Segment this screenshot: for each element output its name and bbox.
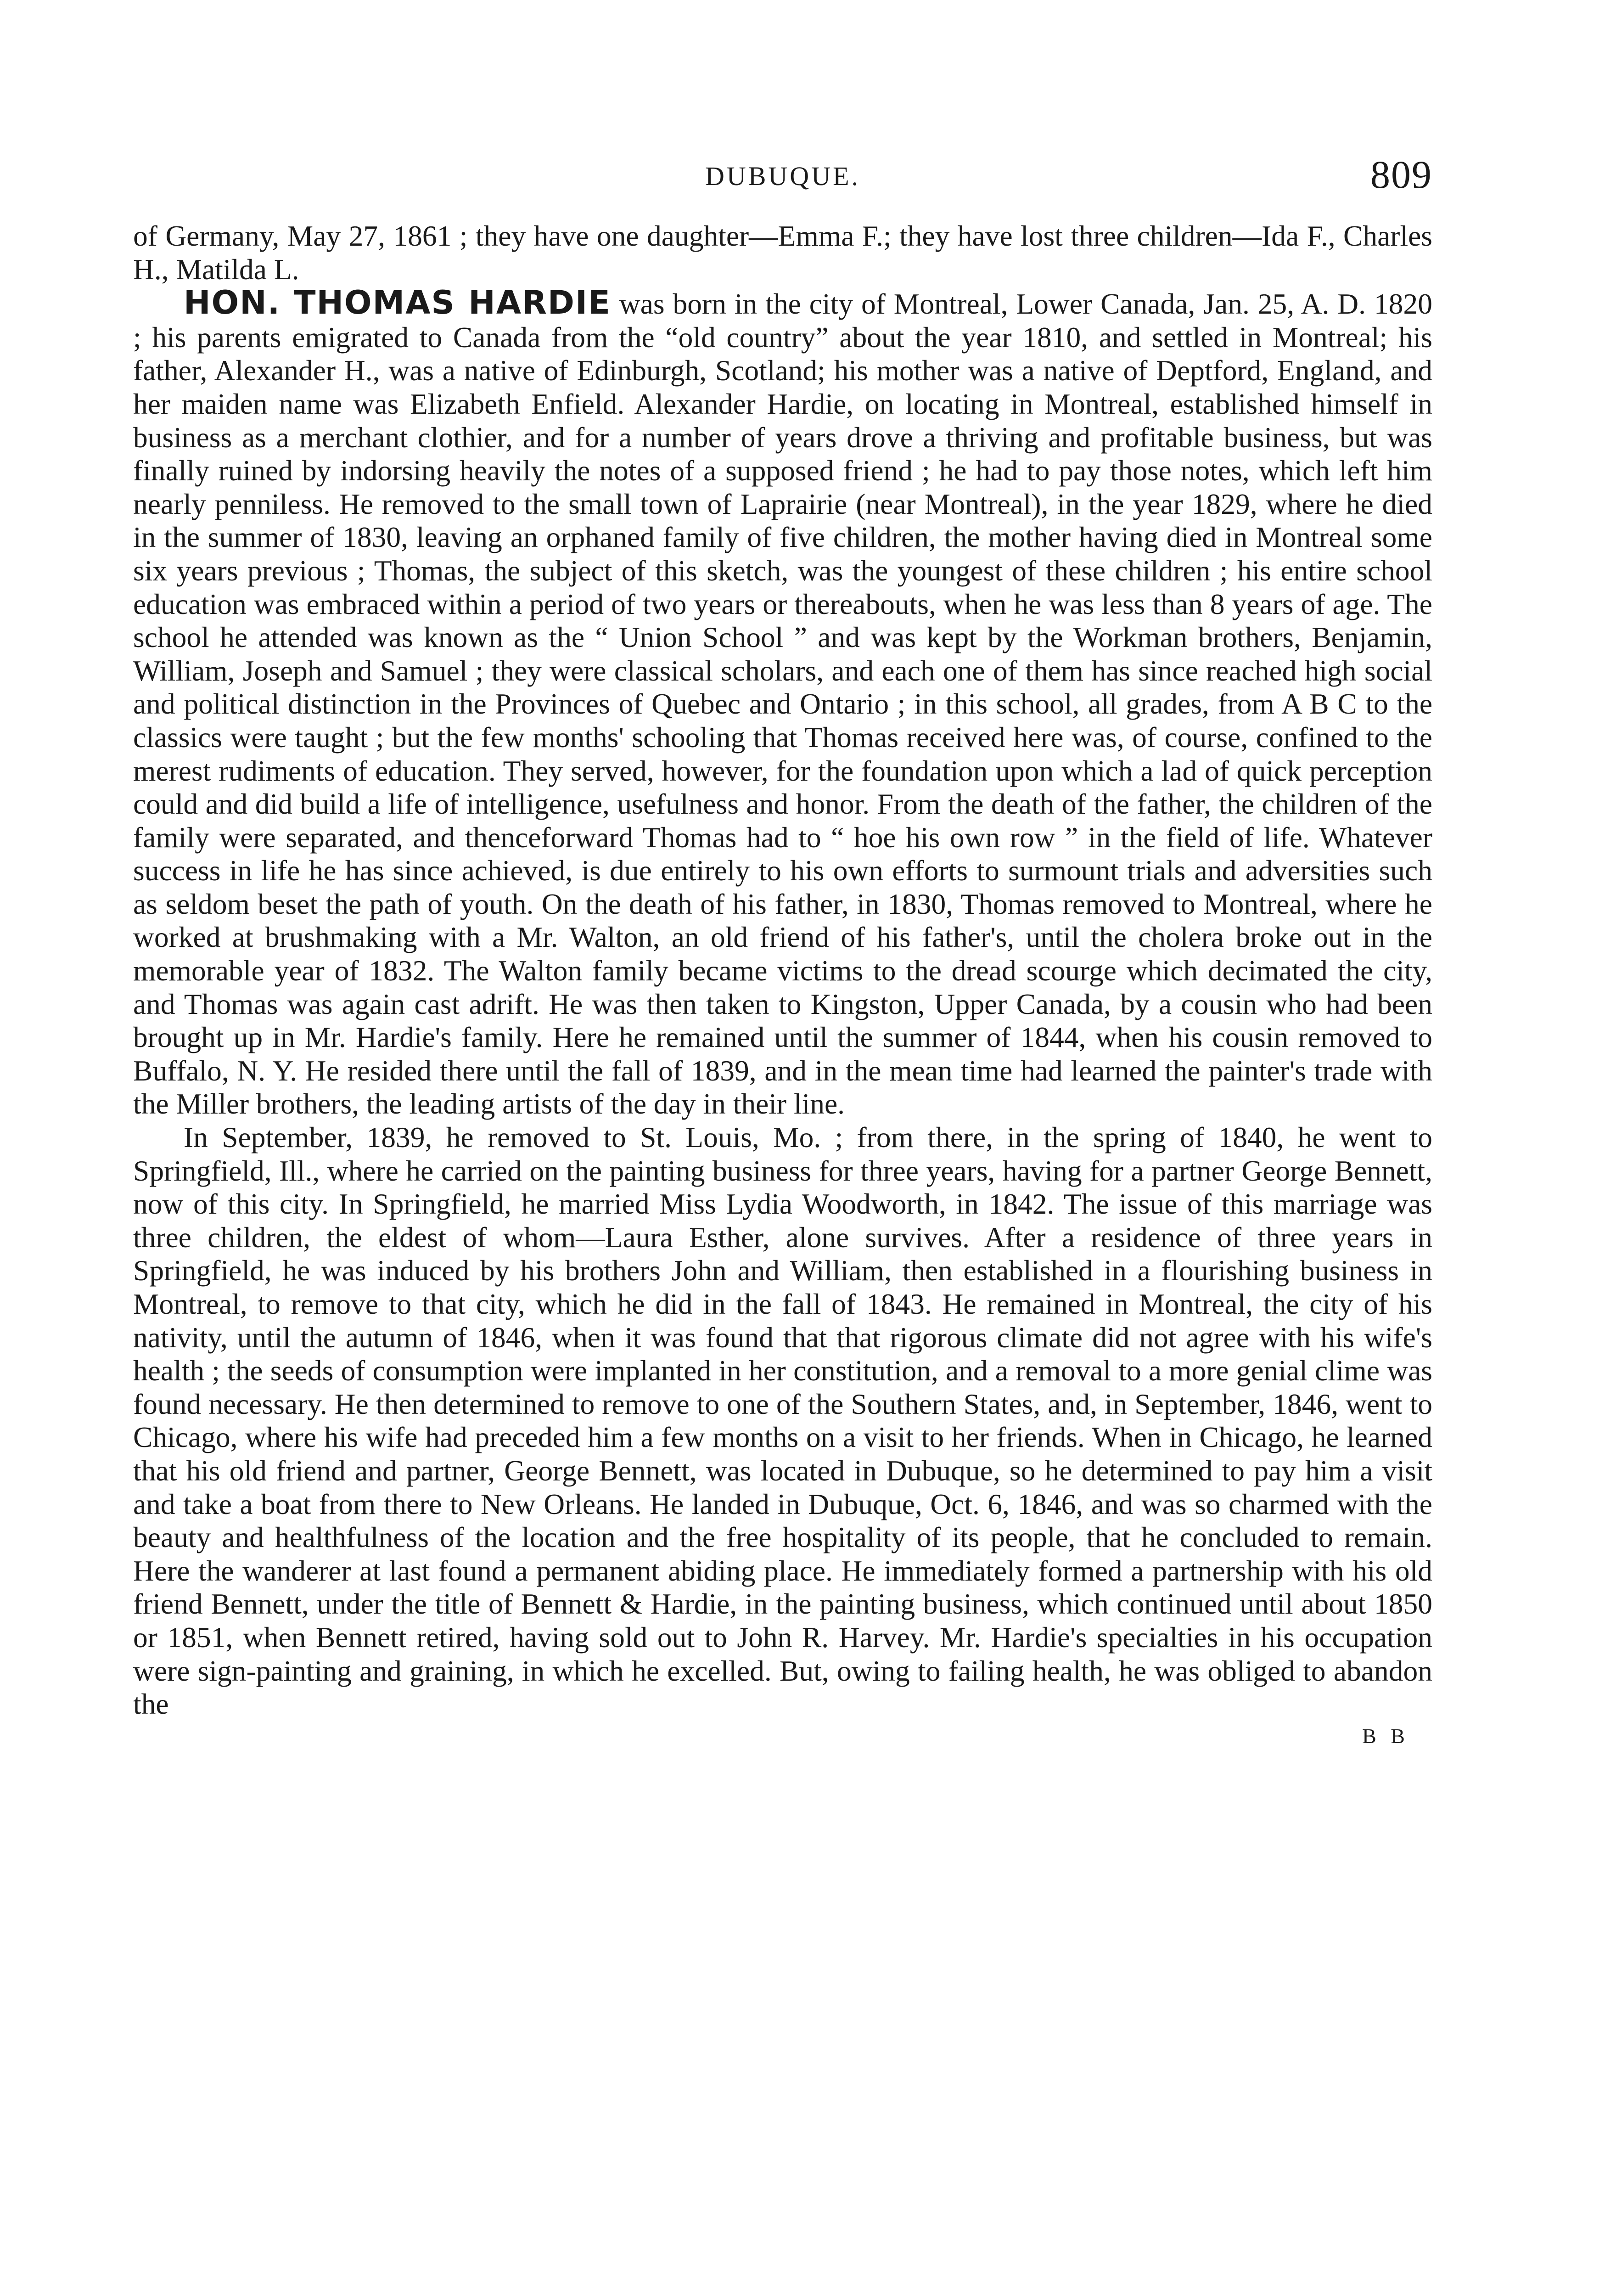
body-text <box>133 219 1432 1721</box>
running-header <box>133 152 1432 207</box>
paragraph-biography <box>133 286 1432 1121</box>
subject-name: HON. THOMAS HARDIE <box>184 284 611 322</box>
paragraph-text: of Germany, May 27, 1861 ; they have one daughter—Emma F.; they have lost three children—Ida F., Charles H., Matilda L. <box>133 219 1432 286</box>
paragraph-continuation <box>133 219 1432 286</box>
signature-mark: B B <box>1362 1724 1409 1748</box>
paragraph-text: In September, 1839, he removed to St. Louis, Mo. ; from there, in the spring of 1840, he went to Springfield, Ill., where he carried on the painting business for three years, having for a partner George Bennett, now of this city. In Springfield, he married Miss Lydia Woodworth, in 1842. The issue of this marriage was three children, the eldest of whom—Laura Esther, alone survives. After a residence of three years in Springfield, he was induced by his brothers John and William, then established in a flourishing business in Montreal, to remove to that city, which he did in the fall of 1843. He remained in Montreal, the city of his nativity, until the autumn of 1846, when it was found that that rigorous climate did not agree with his wife's health ; the seeds of consumption were implanted in her constitution, and a removal to a more genial clime was found necessary. He then determined to remove to one of the Southern States, and, in September, 1846, went to Chicago, where his wife had preceded him a few months on a visit to her friends. When in Chicago, he learned that his old friend and partner, George Bennett, was located in Dubuque, so he determined to pay him a visit and take a boat from there to New Orleans. He landed in Dubuque, Oct. 6, 1846, and was so charmed with the beauty and healthfulness of the location and the free hospitality of its people, that he concluded to remain. Here the wanderer at last found a permanent abiding place. He immediately formed a partnership with his old friend Bennett, under the title of Bennett & Hardie, in the painting business, which continued until about 1850 or 1851, when Bennett retired, having sold out to John R. Harvey. Mr. Hardie's specialties in his occupation were sign-painting and graining, in which he excelled. But, owing to failing health, he was obliged to abandon the <box>133 1121 1432 1721</box>
paragraph-text: was born in the city of Montreal, Lower Canada, Jan. 25, A. D. 1820 ; his parents emigrated to Canada from the “old country” about the year 1810, and settled in Montreal; his father, Alexander H., was a native of Edinburgh, Scotland; his mother was a native of Deptford, England, and her maiden name was Elizabeth Enfield. Alexander Hardie, on locating in Montreal, established himself in business as a merchant clothier, and for a number of years drove a thriving and profitable business, but was finally ruined by indorsing heavily the notes of a supposed friend ; he had to pay those notes, which left him nearly penniless. He removed to the small town of Laprairie (near Montreal), in the year 1829, where he died in the summer of 1830, leaving an orphaned family of five children, the mother having died in Montreal some six years previous ; Thomas, the subject of this sketch, was the youngest of these children ; his entire school education was embraced within a period of two years or thereabouts, when he was less than 8 years of age. The school he attended was known as the “ Union School ” and was kept by the Workman brothers, Benjamin, William, Joseph and Samuel ; they were classical scholars, and each one of them has since reached high social and political distinction in the Provinces of Quebec and Ontario ; in this school, all grades, from A B C to the classics were taught ; but the few months' schooling that Thomas received here was, of course, confined to the merest rudiments of education. They served, however, for the foundation upon which a lad of quick perception could and did build a life of intelligence, usefulness and honor. From the death of the father, the children of the family were separated, and thenceforward Thomas had to “ hoe his own row ” in the field of life. Whatever success in life he has since achieved, is due entirely to his own efforts to surmount trials and adversities such as seldom beset the path of youth. On the death of his father, in 1830, Thomas removed to Montreal, where he worked at brushmaking with a Mr. Walton, an old friend of his father's, until the cholera broke out in the memorable year of 1832. The Walton family became victims to the dread scourge which decimated the city, and Thomas was again cast adrift. He was then taken to Kingston, Upper Canada, by a cousin who had been brought up in Mr. Hardie's family. Here he remained until the summer of 1844, when his cousin removed to Buffalo, N. Y. He resided there until the fall of 1839, and in the mean time had learned the painter's trade with the Miller brothers, the leading artists of the day in their line. <box>133 287 1432 1120</box>
paragraph-later-life <box>133 1121 1432 1721</box>
running-title: DUBUQUE. <box>705 161 861 191</box>
document-page <box>133 152 1432 1748</box>
page-number: 809 <box>1370 152 1432 197</box>
